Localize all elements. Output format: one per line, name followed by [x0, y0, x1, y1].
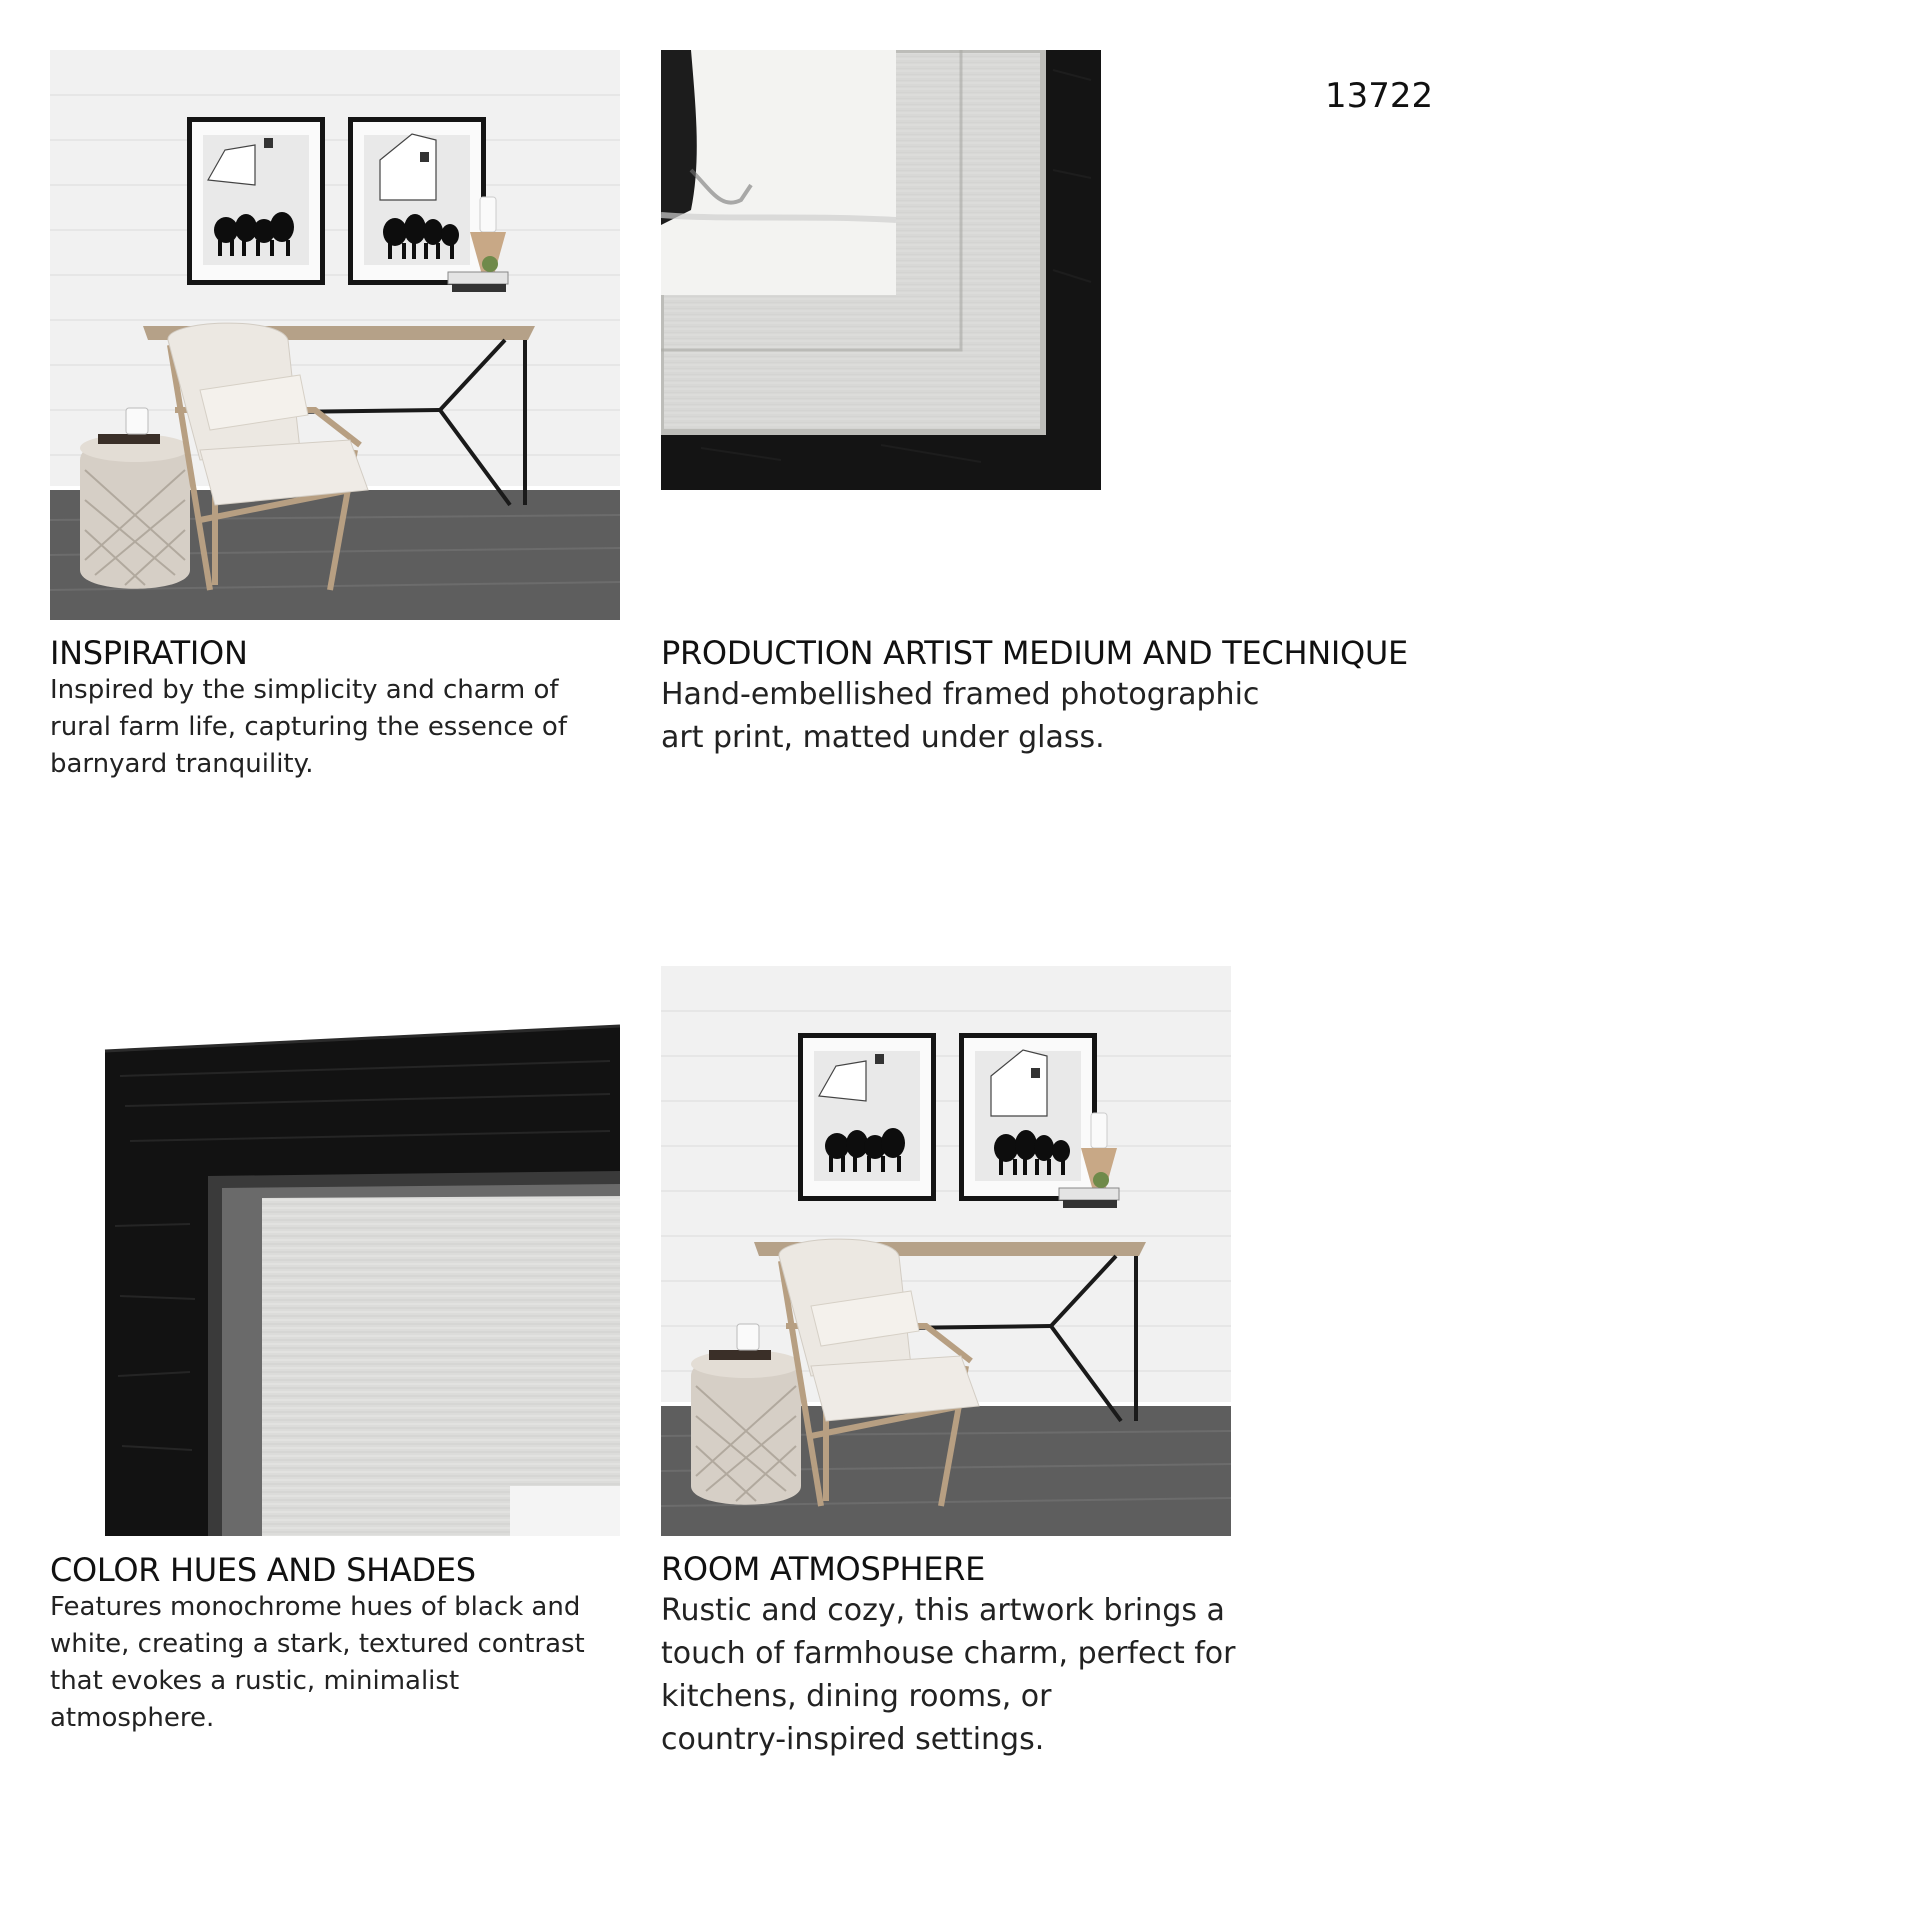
production-body-line: art print, matted under glass.: [661, 720, 1105, 755]
room-heading: ROOM ATMOSPHERE: [661, 1550, 985, 1588]
room-body-line: touch of farmhouse charm, perfect for: [661, 1636, 1236, 1671]
frame-texture-closeup-photo: [50, 966, 620, 1536]
frame-corner-closeup-photo: [661, 50, 1101, 490]
production-body: [661, 673, 1381, 759]
room-body-line: kitchens, dining rooms, or: [661, 1679, 1052, 1714]
color-body: Features monochrome hues of black and white, creating a stark, textured contrast that evokes a rustic, minimalist atmosphere.: [50, 1592, 585, 1733]
production-body-line: Hand-embellished framed photographic: [661, 677, 1260, 712]
room-body: [661, 1589, 1261, 1761]
color-heading: COLOR HUES AND SHADES: [50, 1551, 476, 1589]
room-photo-atmosphere: [661, 966, 1231, 1536]
production-heading: PRODUCTION ARTIST MEDIUM AND TECHNIQUE: [661, 634, 1408, 672]
room-body-line: country-inspired settings.: [661, 1722, 1045, 1757]
inspiration-heading: INSPIRATION: [50, 634, 248, 672]
product-number: 13722: [1325, 76, 1434, 116]
room-photo-inspiration: [50, 50, 620, 620]
room-body-line: Rustic and cozy, this artwork brings a: [661, 1593, 1225, 1628]
inspiration-body: Inspired by the simplicity and charm of rural farm life, capturing the essence of barnyard tranquility.: [50, 675, 567, 779]
